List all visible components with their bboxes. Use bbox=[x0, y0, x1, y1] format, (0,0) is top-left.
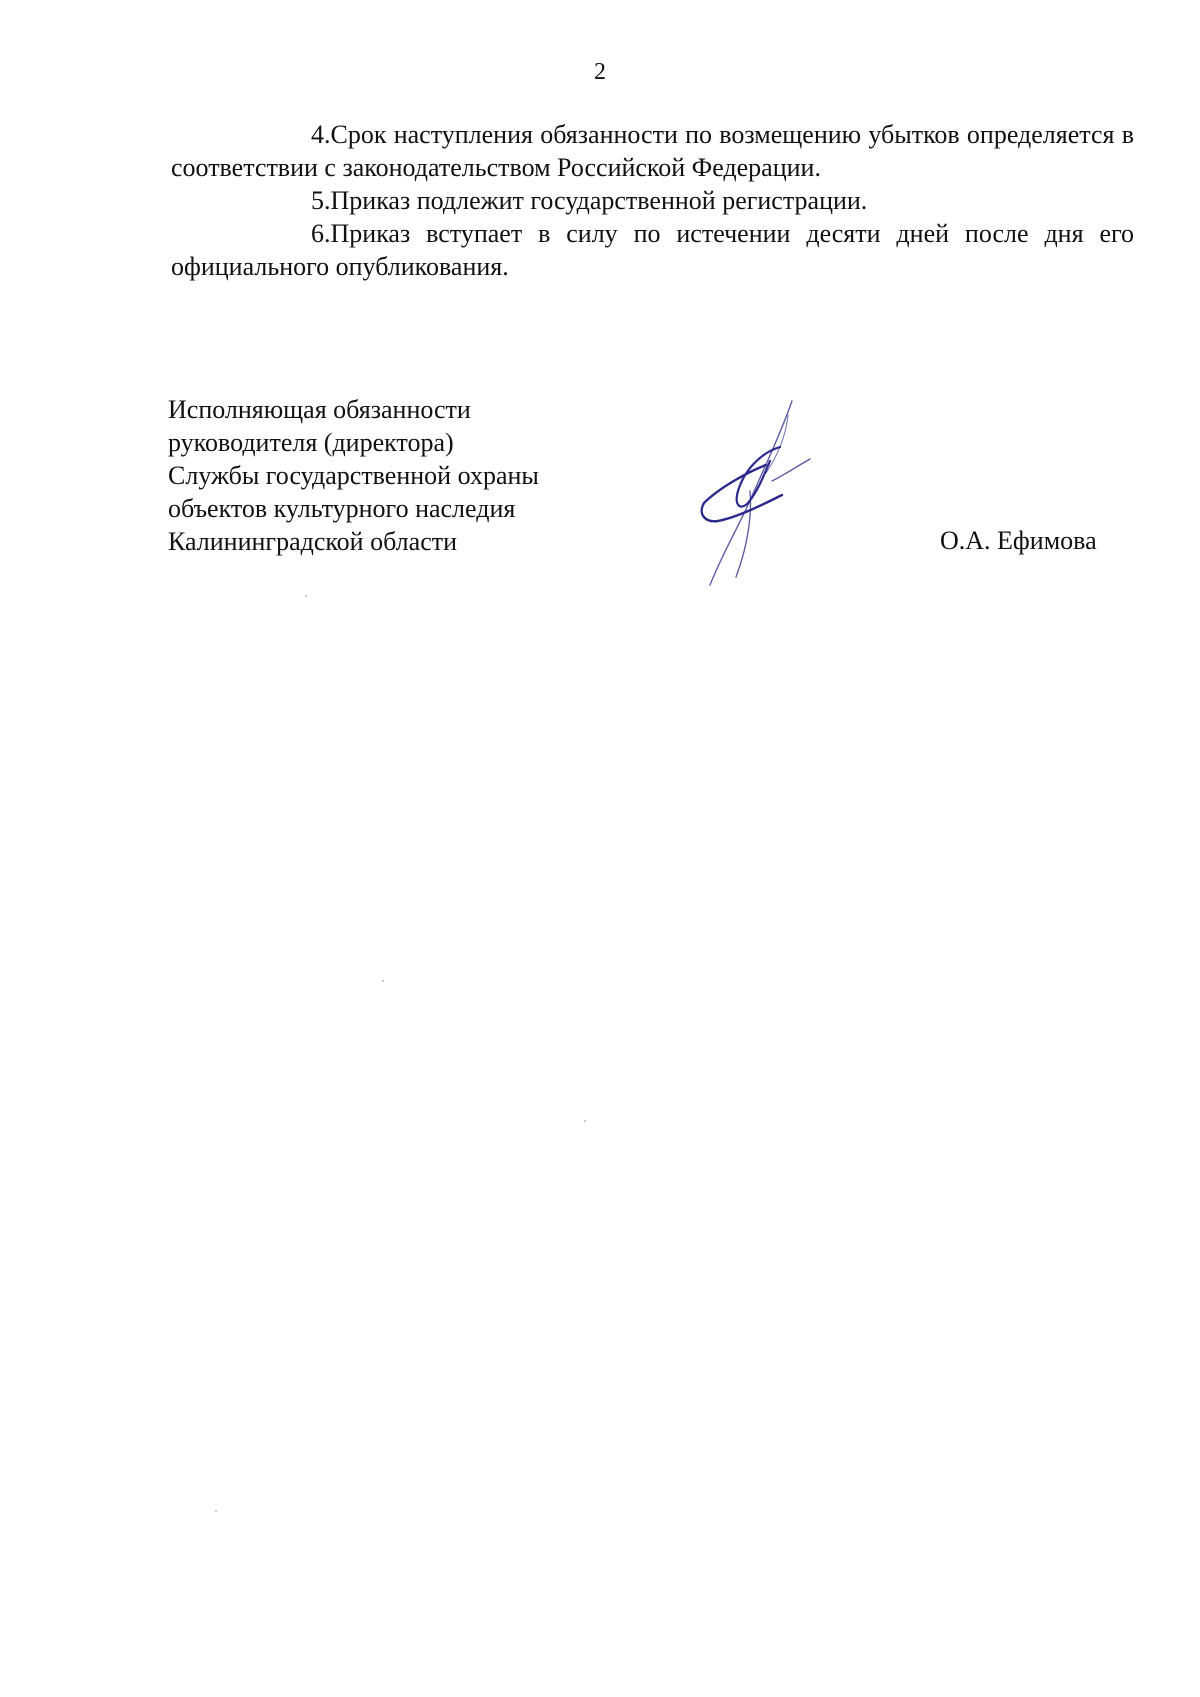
signer-name: О.А. Ефимова bbox=[940, 526, 1097, 555]
document-body bbox=[171, 118, 1134, 283]
paragraph-text: Приказ подлежит государственной регистрации. bbox=[330, 186, 868, 215]
paragraph-5 bbox=[171, 184, 1134, 217]
signer-title-line: объектов культурного наследия bbox=[168, 494, 516, 523]
signer-title-line: Калининградской области bbox=[168, 527, 458, 556]
signer-title-line: руководителя (директора) bbox=[168, 428, 454, 457]
signer-title-line: Исполняющая обязанности bbox=[168, 395, 471, 424]
paragraph-6 bbox=[171, 217, 1134, 283]
paragraph-number: 5. bbox=[311, 186, 331, 215]
scan-speck bbox=[305, 595, 307, 597]
signer-title-line: Службы государственной охраны bbox=[168, 461, 539, 490]
paragraph-text: Срок наступления обязанности по возмещению убытков определяется в соответствии с законодательством Российской Федерации. bbox=[171, 120, 1134, 182]
scan-speck bbox=[584, 1120, 586, 1122]
paragraph-number: 6. bbox=[311, 219, 331, 248]
paragraph-4 bbox=[171, 118, 1134, 184]
scan-speck bbox=[215, 1510, 217, 1512]
scan-speck bbox=[382, 980, 384, 982]
paragraph-number: 4. bbox=[311, 120, 331, 149]
handwritten-signature bbox=[700, 395, 870, 595]
signer-title-block bbox=[168, 393, 539, 558]
paragraph-text: Приказ вступает в силу по истечении десяти дней после дня его официального опубликования. bbox=[171, 219, 1134, 281]
page-number: 2 bbox=[594, 59, 606, 85]
